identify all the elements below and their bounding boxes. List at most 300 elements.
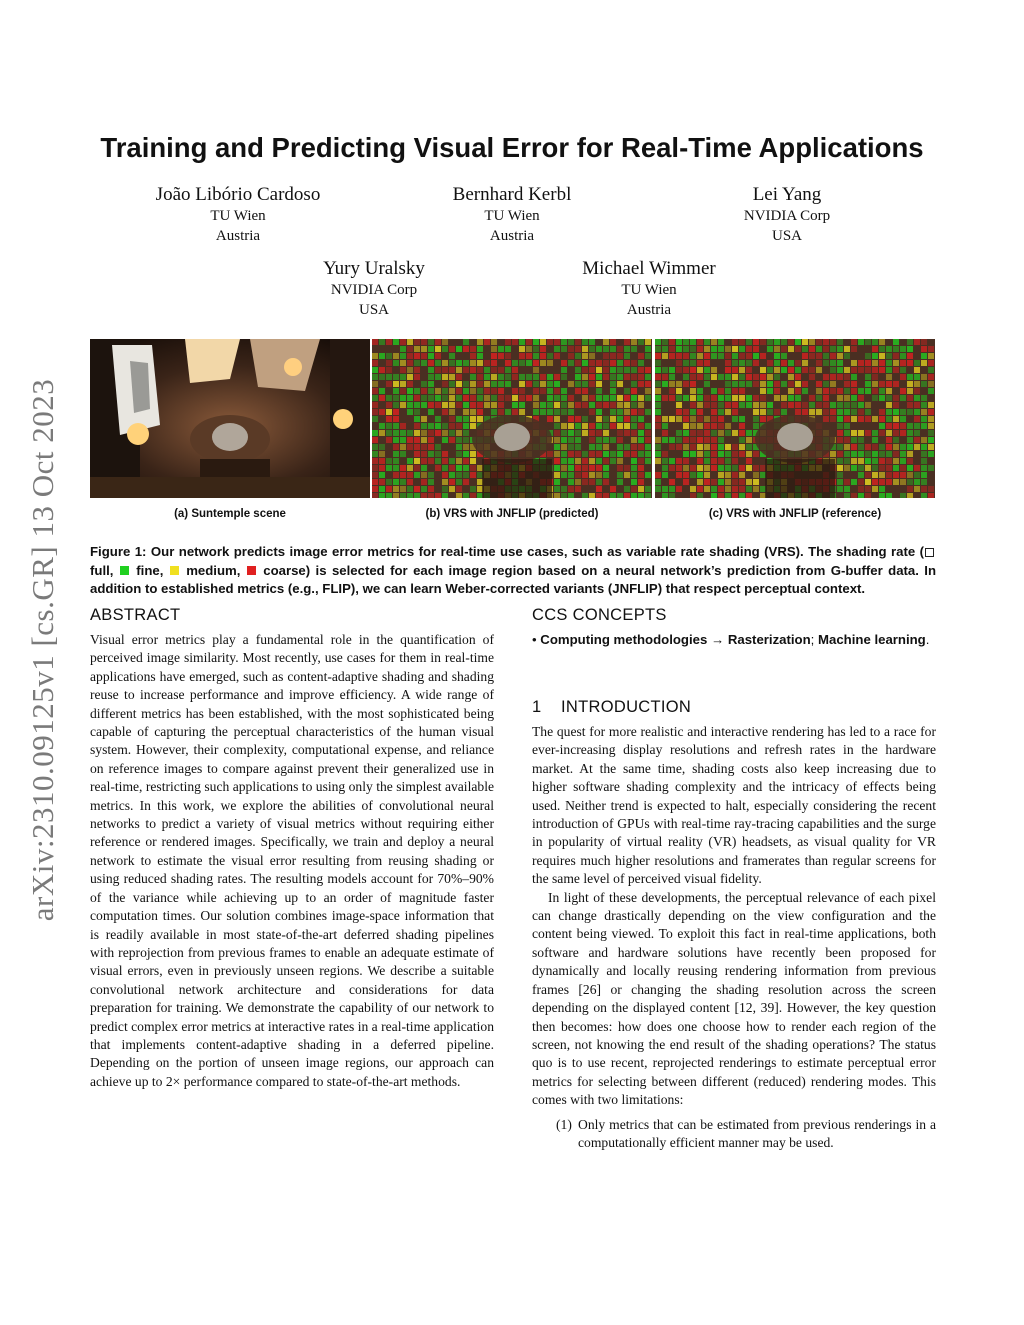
shading-rate-tile <box>725 381 731 387</box>
shading-rate-tile <box>655 353 661 359</box>
shading-rate-tile <box>547 388 553 394</box>
shading-rate-tile <box>470 374 476 380</box>
shading-rate-tile <box>900 430 906 436</box>
shading-rate-tile <box>393 430 399 436</box>
shading-rate-tile <box>732 416 738 422</box>
shading-rate-tile <box>914 388 920 394</box>
shading-rate-tile <box>631 409 637 415</box>
shading-rate-tile <box>690 423 696 429</box>
shading-rate-tile <box>655 346 661 352</box>
shading-rate-tile <box>739 367 745 373</box>
shading-rate-tile <box>662 437 668 443</box>
shading-rate-tile <box>638 416 644 422</box>
shading-rate-tile <box>442 423 448 429</box>
shading-rate-tile <box>554 486 560 492</box>
shading-rate-tile <box>858 395 864 401</box>
shading-rate-tile <box>442 479 448 485</box>
shading-rate-tile <box>662 353 668 359</box>
shading-rate-tile <box>596 346 602 352</box>
shading-rate-tile <box>746 402 752 408</box>
shading-rate-tile <box>781 353 787 359</box>
shading-rate-tile <box>624 388 630 394</box>
shading-rate-tile <box>407 367 413 373</box>
shading-rate-tile <box>858 388 864 394</box>
shading-rate-tile <box>669 374 675 380</box>
shading-rate-tile <box>683 479 689 485</box>
shading-rate-tile <box>386 423 392 429</box>
shading-rate-tile <box>900 465 906 471</box>
shading-rate-tile <box>568 479 574 485</box>
shading-rate-tile <box>669 465 675 471</box>
shading-rate-tile <box>928 423 934 429</box>
arxiv-identifier: arXiv:2310.09125v1 [cs.GR] 13 Oct 2023 <box>25 378 60 922</box>
shading-rate-tile <box>928 353 934 359</box>
shading-rate-tile <box>393 458 399 464</box>
shading-rate-tile <box>379 353 385 359</box>
shading-rate-tile <box>732 479 738 485</box>
shading-rate-tile <box>575 479 581 485</box>
shading-rate-tile <box>400 353 406 359</box>
shading-rate-tile <box>568 437 574 443</box>
shading-rate-tile <box>610 437 616 443</box>
shading-rate-tile <box>456 458 462 464</box>
shading-rate-tile <box>456 486 462 492</box>
shading-rate-tile <box>879 423 885 429</box>
shading-rate-tile <box>372 381 378 387</box>
ccs-concept: Machine learning <box>818 632 926 647</box>
shading-rate-tile <box>704 353 710 359</box>
shading-rate-tile <box>596 409 602 415</box>
shading-rate-tile <box>865 367 871 373</box>
shading-rate-tile <box>844 367 850 373</box>
shading-rate-tile <box>837 374 843 380</box>
shading-rate-tile <box>697 395 703 401</box>
shading-rate-tile <box>865 409 871 415</box>
shading-rate-tile <box>809 353 815 359</box>
shading-rate-tile <box>690 409 696 415</box>
shading-rate-tile <box>526 395 532 401</box>
shading-rate-tile <box>645 472 651 478</box>
shading-rate-tile <box>470 409 476 415</box>
shading-rate-tile <box>414 374 420 380</box>
shading-rate-tile <box>837 423 843 429</box>
shading-rate-tile <box>851 409 857 415</box>
shading-rate-tile <box>449 388 455 394</box>
shading-rate-tile <box>830 374 836 380</box>
shading-rate-tile <box>907 486 913 492</box>
shading-rate-tile <box>711 458 717 464</box>
shading-rate-tile <box>928 486 934 492</box>
shading-rate-tile <box>617 360 623 366</box>
shading-rate-tile <box>823 381 829 387</box>
shading-rate-tile <box>491 339 497 345</box>
shading-rate-tile <box>470 458 476 464</box>
shading-rate-tile <box>914 444 920 450</box>
shading-rate-tile <box>596 381 602 387</box>
shading-rate-tile <box>844 430 850 436</box>
shading-rate-tile <box>456 381 462 387</box>
shading-rate-tile <box>393 381 399 387</box>
shading-rate-tile <box>879 416 885 422</box>
legend-full: full, <box>90 562 114 578</box>
shading-rate-tile <box>753 339 759 345</box>
shading-rate-tile <box>442 437 448 443</box>
shading-rate-tile <box>547 339 553 345</box>
shading-rate-tile <box>624 416 630 422</box>
shading-rate-tile <box>400 437 406 443</box>
shading-rate-tile <box>676 437 682 443</box>
shading-rate-tile <box>844 479 850 485</box>
shading-rate-tile <box>928 402 934 408</box>
shading-rate-tile <box>414 493 420 498</box>
shading-rate-tile <box>617 395 623 401</box>
shading-rate-tile <box>683 360 689 366</box>
shading-rate-tile <box>739 472 745 478</box>
shading-rate-tile <box>533 402 539 408</box>
shading-rate-tile <box>638 472 644 478</box>
shading-rate-tile <box>753 402 759 408</box>
shading-rate-tile <box>596 472 602 478</box>
shading-rate-tile <box>631 388 637 394</box>
shading-rate-tile <box>379 395 385 401</box>
shading-rate-tile <box>795 395 801 401</box>
shading-rate-tile <box>718 451 724 457</box>
shading-rate-tile <box>725 479 731 485</box>
shading-rate-tile <box>442 374 448 380</box>
shading-rate-tile <box>655 388 661 394</box>
shading-rate-tile <box>865 451 871 457</box>
shading-rate-tile <box>816 346 822 352</box>
shading-rate-tile <box>914 465 920 471</box>
shading-rate-tile <box>767 374 773 380</box>
shading-rate-tile <box>561 388 567 394</box>
shading-rate-tile <box>893 479 899 485</box>
shading-rate-tile <box>865 381 871 387</box>
shading-rate-tile <box>435 458 441 464</box>
shading-rate-tile <box>463 388 469 394</box>
shading-rate-tile <box>435 416 441 422</box>
shading-rate-tile <box>851 430 857 436</box>
shading-rate-tile <box>421 381 427 387</box>
shading-rate-tile <box>858 402 864 408</box>
shading-rate-tile <box>809 346 815 352</box>
shading-rate-tile <box>683 409 689 415</box>
shading-rate-tile <box>830 339 836 345</box>
shading-rate-tile <box>484 381 490 387</box>
shading-rate-tile <box>690 444 696 450</box>
shading-rate-tile <box>379 430 385 436</box>
shading-rate-tile <box>414 430 420 436</box>
shading-rate-tile <box>456 479 462 485</box>
shading-rate-tile <box>886 437 892 443</box>
shading-rate-tile <box>795 388 801 394</box>
shading-rate-tile <box>456 437 462 443</box>
author-affiliation: NVIDIA Corp <box>743 208 831 224</box>
shading-rate-tile <box>872 458 878 464</box>
shading-rate-tile <box>533 395 539 401</box>
shading-rate-tile <box>921 437 927 443</box>
shading-rate-tile <box>718 486 724 492</box>
shading-rate-tile <box>393 493 399 498</box>
shading-rate-tile <box>610 367 616 373</box>
shading-rate-tile <box>428 479 434 485</box>
shading-rate-tile <box>393 465 399 471</box>
vrs-reference-render <box>655 339 935 498</box>
shading-rate-tile <box>704 479 710 485</box>
shading-rate-tile <box>746 360 752 366</box>
shading-rate-tile <box>575 486 581 492</box>
shading-rate-tile <box>823 374 829 380</box>
shading-rate-tile <box>928 388 934 394</box>
shading-rate-tile <box>379 367 385 373</box>
shading-rate-tile <box>400 346 406 352</box>
shading-rate-tile <box>928 360 934 366</box>
shading-rate-tile <box>837 339 843 345</box>
shading-rate-tile <box>907 493 913 498</box>
shading-rate-tile <box>456 472 462 478</box>
shading-rate-tile <box>470 493 476 498</box>
shading-rate-tile <box>505 339 511 345</box>
shading-rate-tile <box>851 493 857 498</box>
shading-rate-tile <box>477 416 483 422</box>
shading-rate-tile <box>683 451 689 457</box>
shading-rate-tile <box>711 451 717 457</box>
shading-rate-tile <box>631 493 637 498</box>
shading-rate-tile <box>886 374 892 380</box>
shading-rate-tile <box>711 465 717 471</box>
shading-rate-tile <box>589 381 595 387</box>
shading-rate-tile <box>540 339 546 345</box>
shading-rate-tile <box>547 402 553 408</box>
shading-rate-tile <box>676 486 682 492</box>
shading-rate-tile <box>739 339 745 345</box>
shading-rate-tile <box>589 451 595 457</box>
shading-rate-tile <box>407 381 413 387</box>
shading-rate-tile <box>519 395 525 401</box>
shading-rate-tile <box>781 346 787 352</box>
shading-rate-tile <box>568 486 574 492</box>
shading-rate-tile <box>830 409 836 415</box>
shading-rate-tile <box>676 346 682 352</box>
shading-rate-tile <box>823 360 829 366</box>
shading-rate-tile <box>631 374 637 380</box>
shading-rate-tile <box>928 444 934 450</box>
shading-rate-tile <box>442 465 448 471</box>
shading-rate-tile <box>676 409 682 415</box>
shading-rate-tile <box>617 346 623 352</box>
shading-rate-tile <box>837 416 843 422</box>
shading-rate-tile <box>718 416 724 422</box>
shading-rate-tile <box>372 395 378 401</box>
shading-rate-tile <box>414 444 420 450</box>
shading-rate-tile <box>795 409 801 415</box>
shading-rate-tile <box>781 360 787 366</box>
shading-rate-tile <box>435 423 441 429</box>
shading-rate-tile <box>718 444 724 450</box>
shading-rate-tile <box>638 465 644 471</box>
shading-rate-tile <box>442 451 448 457</box>
shading-rate-tile <box>414 388 420 394</box>
shading-rate-tile <box>624 472 630 478</box>
shading-rate-tile <box>844 465 850 471</box>
shading-rate-tile <box>624 395 630 401</box>
author-name: Yury Uralsky <box>323 258 425 279</box>
shading-rate-tile <box>512 402 518 408</box>
shading-rate-tile <box>407 493 413 498</box>
shading-rate-tile <box>603 360 609 366</box>
shading-rate-tile <box>669 416 675 422</box>
shading-rate-tile <box>753 479 759 485</box>
shading-rate-tile <box>914 437 920 443</box>
shading-rate-tile <box>886 430 892 436</box>
shading-rate-tile <box>865 479 871 485</box>
shading-rate-tile <box>533 367 539 373</box>
author-name: João Libório Cardoso <box>155 184 321 205</box>
shading-rate-tile <box>893 458 899 464</box>
shading-rate-tile <box>711 395 717 401</box>
shading-rate-tile <box>872 430 878 436</box>
shading-rate-tile <box>690 465 696 471</box>
shading-rate-tile <box>697 451 703 457</box>
shading-rate-tile <box>470 367 476 373</box>
shading-rate-tile <box>463 451 469 457</box>
shading-rate-tile <box>372 402 378 408</box>
shading-rate-tile <box>498 353 504 359</box>
shading-rate-tile <box>631 437 637 443</box>
shading-rate-tile <box>725 402 731 408</box>
shading-rate-tile <box>655 486 661 492</box>
shading-rate-tile <box>386 479 392 485</box>
shading-rate-tile <box>725 451 731 457</box>
shading-rate-tile <box>662 339 668 345</box>
shading-rate-tile <box>386 458 392 464</box>
shading-rate-tile <box>505 381 511 387</box>
shading-rate-tile <box>676 465 682 471</box>
shading-rate-tile <box>907 395 913 401</box>
shading-rate-tile <box>470 402 476 408</box>
shading-rate-tile <box>568 458 574 464</box>
shading-rate-tile <box>449 381 455 387</box>
shading-rate-tile <box>774 339 780 345</box>
shading-rate-tile <box>589 444 595 450</box>
shading-rate-tile <box>547 451 553 457</box>
shading-rate-tile <box>582 353 588 359</box>
shading-rate-tile <box>554 458 560 464</box>
shading-rate-tile <box>900 444 906 450</box>
shading-rate-tile <box>421 430 427 436</box>
shading-rate-tile <box>414 346 420 352</box>
shading-rate-tile <box>554 423 560 429</box>
shading-rate-tile <box>491 381 497 387</box>
shading-rate-tile <box>442 402 448 408</box>
shading-rate-tile <box>823 388 829 394</box>
shading-rate-tile <box>837 409 843 415</box>
shading-rate-tile <box>914 367 920 373</box>
shading-rate-tile <box>463 381 469 387</box>
shading-rate-tile <box>393 472 399 478</box>
shading-rate-tile <box>456 423 462 429</box>
shading-rate-tile <box>400 472 406 478</box>
shading-rate-tile <box>512 367 518 373</box>
figure-caption <box>90 543 936 599</box>
shading-rate-tile <box>662 486 668 492</box>
shading-rate-tile <box>900 409 906 415</box>
shading-rate-tile <box>669 381 675 387</box>
shading-rate-tile <box>928 374 934 380</box>
shading-rate-tile <box>463 416 469 422</box>
shading-rate-tile <box>830 360 836 366</box>
shading-rate-tile <box>400 402 406 408</box>
shading-rate-tile <box>407 437 413 443</box>
shading-rate-tile <box>372 465 378 471</box>
shading-rate-tile <box>662 367 668 373</box>
shading-rate-tile <box>893 416 899 422</box>
shading-rate-tile <box>830 381 836 387</box>
shading-rate-tile <box>907 444 913 450</box>
shading-rate-tile <box>662 493 668 498</box>
shading-rate-tile <box>760 409 766 415</box>
shading-rate-tile <box>596 395 602 401</box>
shading-rate-tile <box>603 437 609 443</box>
shading-rate-tile <box>816 409 822 415</box>
shading-rate-tile <box>697 479 703 485</box>
shading-rate-tile <box>676 402 682 408</box>
shading-rate-tile <box>603 339 609 345</box>
shading-rate-tile <box>491 367 497 373</box>
shading-rate-tile <box>928 409 934 415</box>
shading-rate-tile <box>697 444 703 450</box>
shading-rate-tile <box>596 458 602 464</box>
shading-rate-tile <box>676 360 682 366</box>
shading-rate-tile <box>739 423 745 429</box>
shading-rate-tile <box>645 437 651 443</box>
ccs-bullet: • <box>532 632 537 647</box>
shading-rate-tile <box>610 409 616 415</box>
shading-rate-tile <box>631 458 637 464</box>
shading-rate-tile <box>533 353 539 359</box>
shading-rate-tile <box>893 451 899 457</box>
shading-rate-tile <box>645 388 651 394</box>
shading-rate-tile <box>886 367 892 373</box>
shading-rate-tile <box>463 472 469 478</box>
shading-rate-tile <box>421 395 427 401</box>
shading-rate-tile <box>589 458 595 464</box>
shading-rate-tile <box>393 423 399 429</box>
shading-rate-tile <box>921 444 927 450</box>
shading-rate-tile <box>872 395 878 401</box>
shading-rate-tile <box>690 451 696 457</box>
shading-rate-tile <box>477 409 483 415</box>
shading-rate-tile <box>610 423 616 429</box>
shading-rate-tile <box>568 451 574 457</box>
shading-rate-tile <box>676 458 682 464</box>
shading-rate-tile <box>582 395 588 401</box>
shading-rate-tile <box>921 353 927 359</box>
shading-rate-tile <box>690 416 696 422</box>
shading-rate-tile <box>631 472 637 478</box>
shading-rate-tile <box>914 374 920 380</box>
shading-rate-tile <box>711 479 717 485</box>
shading-rate-tile <box>407 479 413 485</box>
shading-rate-tile <box>683 395 689 401</box>
shading-rate-tile <box>393 409 399 415</box>
shading-rate-tile <box>519 388 525 394</box>
shading-rate-tile <box>456 395 462 401</box>
shading-rate-tile <box>718 493 724 498</box>
shading-rate-tile <box>561 339 567 345</box>
shading-rate-tile <box>886 353 892 359</box>
shading-rate-tile <box>739 395 745 401</box>
